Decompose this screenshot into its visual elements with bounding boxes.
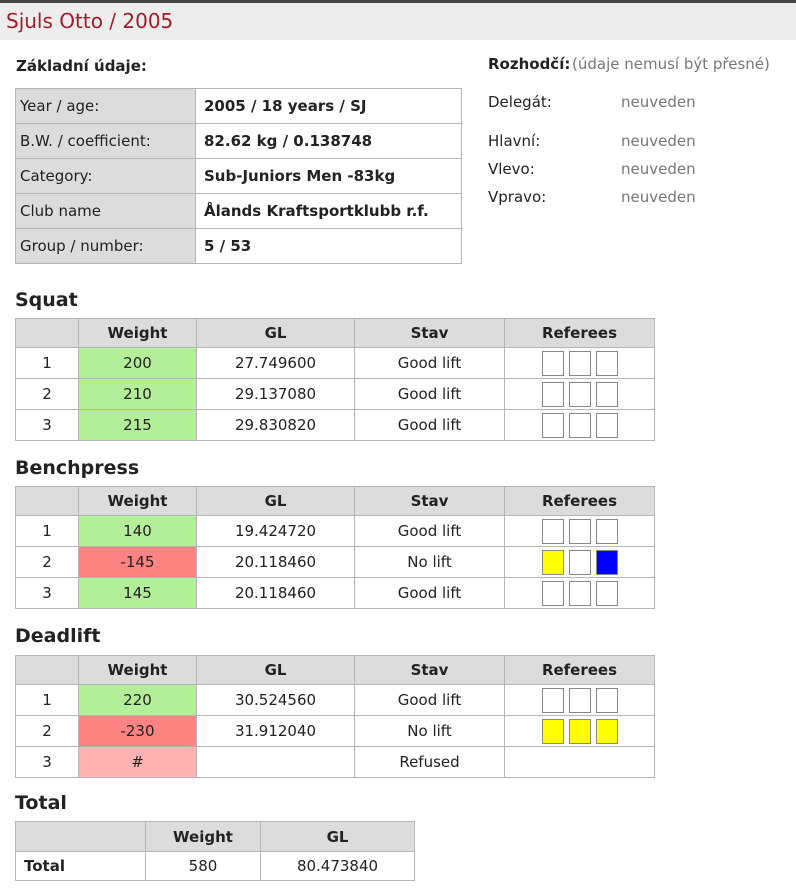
referee-light-right <box>596 550 618 575</box>
header-gl: GL <box>261 822 415 852</box>
referee-light-left <box>542 351 564 376</box>
info-value: 2005 / 18 years / SJ <box>196 89 462 124</box>
attempt-row <box>16 747 655 778</box>
total-row <box>16 852 415 881</box>
attempt-number: 2 <box>16 379 79 410</box>
referee-name: neuveden <box>621 132 696 150</box>
referee-light-head <box>569 413 591 438</box>
header-referees: Referees <box>505 487 655 516</box>
referee-light-head <box>569 351 591 376</box>
attempt-number: 1 <box>16 348 79 379</box>
page-title: Sjuls Otto / 2005 <box>6 9 174 33</box>
attempt-number: 1 <box>16 516 79 547</box>
referee-light-head <box>569 382 591 407</box>
attempt-weight: 140 <box>79 516 197 547</box>
attempt-stav: No lift <box>355 547 505 578</box>
basic-info-table <box>15 88 462 264</box>
info-value: 82.62 kg / 0.138748 <box>196 124 462 159</box>
basic-info-label: Základní údaje: <box>16 57 147 75</box>
header-gl: GL <box>197 319 355 348</box>
referee-light-head <box>569 581 591 606</box>
attempt-row <box>16 685 655 716</box>
info-row-bodyweight <box>16 124 462 159</box>
referee-light-right <box>596 719 618 744</box>
referee-lights <box>505 410 655 441</box>
referee-light-head <box>569 688 591 713</box>
deadlift-title: Deadlift <box>15 625 101 647</box>
referee-name: neuveden <box>621 188 696 206</box>
referee-lights <box>505 578 655 609</box>
total-title: Total <box>15 792 67 814</box>
attempt-weight: -145 <box>79 547 197 578</box>
attempt-row <box>16 379 655 410</box>
referee-light-head <box>569 719 591 744</box>
info-row-club <box>16 194 462 229</box>
header-attempt <box>16 319 79 348</box>
attempt-weight: -230 <box>79 716 197 747</box>
info-key: Year / age: <box>16 89 196 124</box>
attempt-weight: 145 <box>79 578 197 609</box>
header-stav: Stav <box>355 319 505 348</box>
info-value: Ålands Kraftsportklubb r.f. <box>196 194 462 229</box>
attempt-row <box>16 547 655 578</box>
referee-light-left <box>542 719 564 744</box>
header-gl: GL <box>197 656 355 685</box>
attempt-weight: 210 <box>79 379 197 410</box>
header-stav: Stav <box>355 487 505 516</box>
total-weight: 580 <box>146 852 261 881</box>
benchpress-title: Benchpress <box>15 457 140 479</box>
referee-light-left <box>542 550 564 575</box>
referee-name: neuveden <box>621 160 696 178</box>
header-empty <box>16 822 146 852</box>
attempt-stav: Good lift <box>355 410 505 441</box>
attempt-row <box>16 716 655 747</box>
referee-light-right <box>596 688 618 713</box>
attempt-number: 2 <box>16 547 79 578</box>
referee-role: Vlevo: <box>488 160 535 178</box>
attempt-gl <box>197 747 355 778</box>
attempt-gl: 20.118460 <box>197 547 355 578</box>
attempt-stav: No lift <box>355 716 505 747</box>
referee-lights <box>505 716 655 747</box>
info-key: Group / number: <box>16 229 196 264</box>
referee-light-right <box>596 519 618 544</box>
attempt-number: 3 <box>16 578 79 609</box>
attempt-gl: 29.830820 <box>197 410 355 441</box>
referee-role: Vpravo: <box>488 188 547 206</box>
attempt-stav: Good lift <box>355 379 505 410</box>
attempt-gl: 31.912040 <box>197 716 355 747</box>
attempt-stav: Good lift <box>355 516 505 547</box>
attempt-weight: 200 <box>79 348 197 379</box>
attempt-weight: 215 <box>79 410 197 441</box>
referee-lights <box>505 747 655 778</box>
referee-light-left <box>542 382 564 407</box>
attempt-gl: 29.137080 <box>197 379 355 410</box>
referee-light-right <box>596 581 618 606</box>
info-key: B.W. / coefficient: <box>16 124 196 159</box>
squat-title: Squat <box>15 289 78 311</box>
attempt-weight: # <box>79 747 197 778</box>
info-key: Club name <box>16 194 196 229</box>
attempt-stav: Good lift <box>355 578 505 609</box>
header-stav: Stav <box>355 656 505 685</box>
deadlift-table <box>15 655 655 778</box>
total-label: Total <box>16 852 146 881</box>
referee-lights <box>505 685 655 716</box>
referee-lights <box>505 348 655 379</box>
referees-title: Rozhodčí: <box>488 55 571 73</box>
referee-light-head <box>569 550 591 575</box>
attempt-row <box>16 410 655 441</box>
referee-light-right <box>596 413 618 438</box>
referees-note: (údaje nemusí být přesné) <box>572 55 770 73</box>
attempt-weight: 220 <box>79 685 197 716</box>
header-weight: Weight <box>79 319 197 348</box>
referee-lights <box>505 516 655 547</box>
attempt-gl: 20.118460 <box>197 578 355 609</box>
info-key: Category: <box>16 159 196 194</box>
info-value: 5 / 53 <box>196 229 462 264</box>
header-weight: Weight <box>79 487 197 516</box>
info-row-category <box>16 159 462 194</box>
header-attempt <box>16 656 79 685</box>
attempt-stav: Good lift <box>355 685 505 716</box>
referee-light-right <box>596 382 618 407</box>
attempt-row <box>16 516 655 547</box>
attempt-number: 3 <box>16 747 79 778</box>
referee-name: neuveden <box>621 93 696 111</box>
referee-lights <box>505 547 655 578</box>
referee-light-left <box>542 688 564 713</box>
referee-role: Delegát: <box>488 93 552 111</box>
attempt-gl: 30.524560 <box>197 685 355 716</box>
info-row-group <box>16 229 462 264</box>
attempt-stav: Good lift <box>355 348 505 379</box>
attempt-gl: 27.749600 <box>197 348 355 379</box>
attempt-number: 2 <box>16 716 79 747</box>
referee-light-head <box>569 519 591 544</box>
squat-table <box>15 318 655 441</box>
attempt-row <box>16 348 655 379</box>
header-referees: Referees <box>505 319 655 348</box>
title-bar <box>0 3 796 40</box>
attempt-number: 3 <box>16 410 79 441</box>
header-referees: Referees <box>505 656 655 685</box>
referee-light-left <box>542 519 564 544</box>
header-weight: Weight <box>79 656 197 685</box>
header-attempt <box>16 487 79 516</box>
attempt-gl: 19.424720 <box>197 516 355 547</box>
referee-role: Hlavní: <box>488 132 541 150</box>
header-gl: GL <box>197 487 355 516</box>
header-weight: Weight <box>146 822 261 852</box>
total-gl: 80.473840 <box>261 852 415 881</box>
info-row-year <box>16 89 462 124</box>
attempt-stav: Refused <box>355 747 505 778</box>
attempt-row <box>16 578 655 609</box>
benchpress-table <box>15 486 655 609</box>
referee-light-right <box>596 351 618 376</box>
referee-light-left <box>542 413 564 438</box>
info-value: Sub-Juniors Men -83kg <box>196 159 462 194</box>
attempt-number: 1 <box>16 685 79 716</box>
referee-light-left <box>542 581 564 606</box>
referee-lights <box>505 379 655 410</box>
total-table <box>15 821 415 881</box>
